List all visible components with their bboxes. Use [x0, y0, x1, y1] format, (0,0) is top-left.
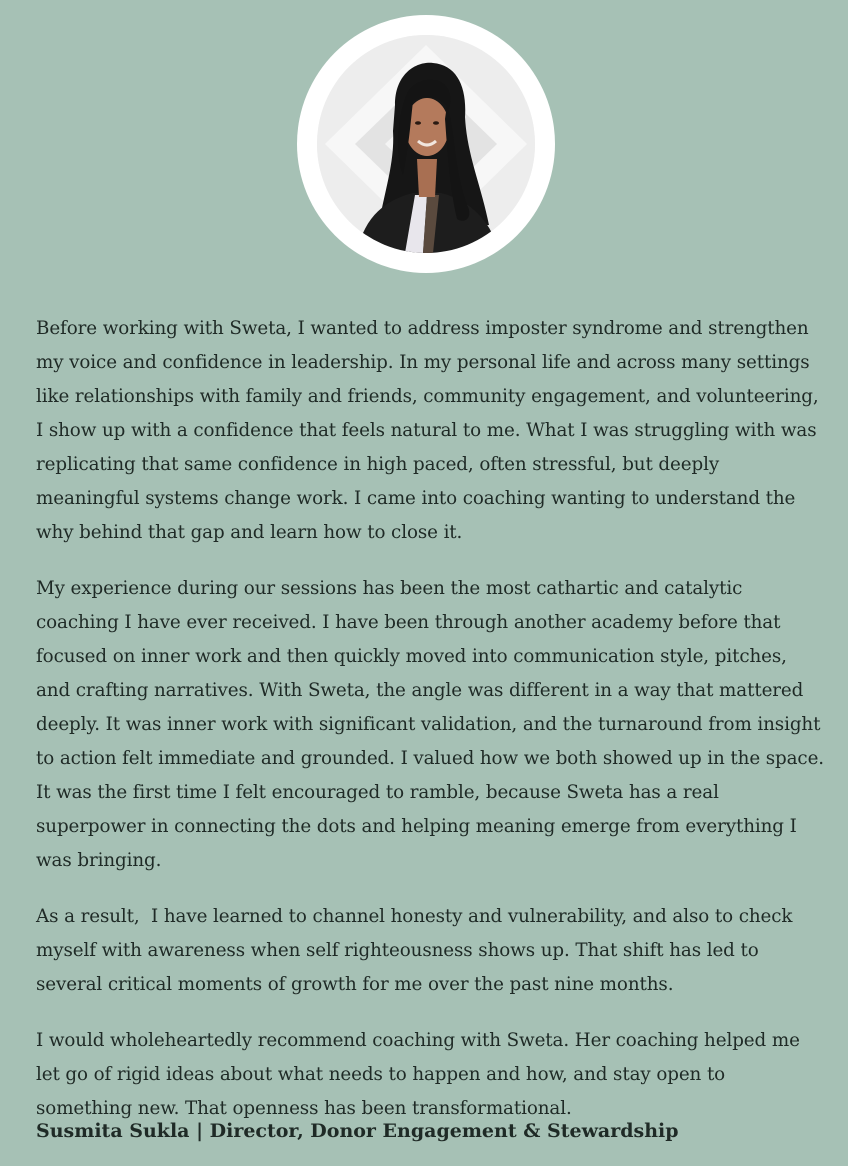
testimonial-signature: Susmita Sukla | Director, Donor Engagement & Stewardship: [36, 1120, 679, 1142]
testimonial-paragraph: As a result, I have learned to channel honesty and vulnerability, and also to check myself with awareness when self righteousness shows up. That shift has led to several critical moments of growth for me over the past nine months.: [36, 906, 799, 995]
testimonial-paragraph: My experience during our sessions has been the most cathartic and catalytic coaching I have ever received. I have been through another academy before that focused on inner work and then quickly moved into communication style, pitches, and crafting narratives. With Sweta, the angle was different in a way that mattered deeply. It was inner work with significant validation, and the turnaround from insight to action felt immediate and grounded. I valued how we both showed up in the space. It was the first time I felt encouraged to ramble, because Sweta has a real superpower in connecting the dots and helping meaning emerge from everything I was bringing.: [36, 578, 830, 871]
testimonial: [36, 312, 830, 1148]
testimonial-paragraph: I would wholeheartedly recommend coaching with Sweta. Her coaching helped me let go of rigid ideas about what needs to happen and how, and stay open to something new. That openness has been transformational.: [36, 1030, 806, 1119]
person-portrait-icon: [317, 35, 535, 253]
testimonial-paragraph: Before working with Sweta, I wanted to address imposter syndrome and strengthen my voice and confidence in leadership. In my personal life and across many settings like relationships with family and friends, community engagement, and volunteering, I show up with a confidence that feels natural to me. What I was struggling with was replicating that same confidence in high paced, often stressful, but deeply meaningful systems change work. I came into coaching wanting to understand the why behind that gap and learn how to close it.: [36, 318, 825, 543]
avatar: [297, 15, 555, 273]
